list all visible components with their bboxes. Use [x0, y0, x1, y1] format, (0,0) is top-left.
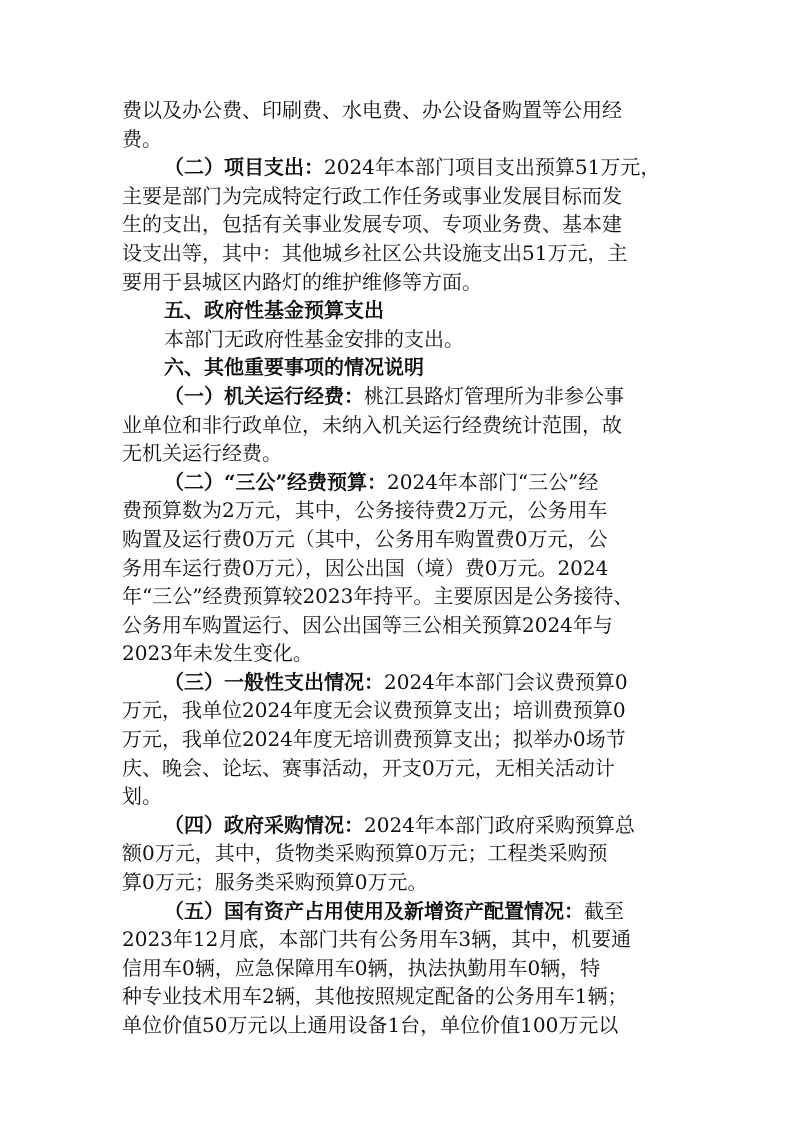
text-line: 本部门无政府性基金安排的支出。 — [164, 326, 464, 351]
paragraph-operating-expenses — [122, 382, 682, 468]
text-line: 费预算数为2万元，其中，公务接待费2万元，公务用车 — [122, 498, 608, 523]
paragraph-government-procurement — [122, 811, 682, 897]
text-line: 主要是部门为完成特定行政工作任务或事业发展目标而发 — [122, 183, 622, 208]
paragraph-head: （三）一般性支出情况： — [164, 669, 384, 694]
text-line: 算0万元；服务类采购预算0万元。 — [122, 870, 428, 895]
text-line: 2024年本部门项目支出预算51万元， — [324, 155, 661, 180]
text-line: 无机关运行经费。 — [122, 441, 282, 466]
text-line: 2023年12月底，本部门共有公务用车3辆，其中，机要通 — [122, 927, 632, 952]
text-line: 购置及运行费0万元（其中，公务用车购置费0万元，公 — [122, 526, 608, 551]
text-line: 庆、晚会、论坛、赛事活动，开支0万元，无相关活动计 — [122, 755, 615, 780]
text-line: 信用车0辆，应急保障用车0辆，执法执勤用车0辆，特 — [122, 955, 601, 980]
text-line: 划。 — [122, 784, 162, 809]
text-line: 公务用车购置运行、因公出国等三公相关预算2024年与 — [122, 612, 613, 637]
paragraph-head: （四）政府采购情况： — [164, 812, 364, 837]
text-line: 2023年未发生变化。 — [122, 641, 313, 666]
text-line: 单位价值50万元以上通用设备1台，单位价值100万元以 — [122, 1013, 619, 1037]
paragraph-head: （二）“三公”经费预算： — [164, 469, 388, 494]
text-line: 费以及办公费、印刷费、水电费、办公设备购置等公用经 — [122, 98, 622, 122]
paragraph-three-public-expenses — [122, 468, 682, 668]
text-line: 要用于县城区内路灯的维护维修等方面。 — [122, 269, 482, 294]
paragraph-project-expenditure — [122, 153, 682, 296]
text-line: 2024年本部门“三公”经 — [387, 469, 599, 494]
section-heading-other-matters: 六、其他重要事项的情况说明 — [164, 355, 424, 380]
text-line: 业单位和非行政单位，未纳入机关运行经费统计范围，故 — [122, 412, 622, 437]
document-page — [122, 96, 682, 1040]
paragraph-general-expenses — [122, 668, 682, 811]
text-line: 额0万元，其中，货物类采购预算0万元；工程类采购预 — [122, 841, 608, 866]
text-line: 年“三公”经费预算较2023年持平。主要原因是公务接待、 — [122, 584, 634, 609]
text-line: 万元，我单位2024年度无会议费预算支出；培训费预算0 — [122, 698, 626, 723]
text-line: 务用车运行费0万元），因公出国（境）费0万元。2024 — [122, 555, 609, 580]
text-line: 种专业技术用车2辆，其他按照规定配备的公务用车1辆； — [122, 984, 628, 1009]
paragraph-head: （一）机关运行经费： — [164, 383, 364, 408]
text-line: 2024年本部门会议费预算0 — [384, 669, 628, 694]
text-line: 设支出等，其中：其他城乡社区公共设施支出51万元，主 — [122, 240, 628, 265]
paragraph-head: （五）国有资产占用使用及新增资产配置情况： — [164, 898, 584, 923]
paragraph-public-expenses — [122, 96, 682, 153]
text-line: 生的支出，包括有关事业发展专项、专项业务费、基本建 — [122, 212, 622, 237]
paragraph-head: （二）项目支出： — [164, 155, 324, 180]
text-line: 桃江县路灯管理所为非参公事 — [364, 383, 624, 408]
text-line: 万元，我单位2024年度无培训费预算支出；拟举办0场节 — [122, 727, 626, 752]
paragraph-state-assets — [122, 897, 682, 1040]
section-heading-fund-budget: 五、政府性基金预算支出 — [164, 298, 384, 323]
text-line: 2024年本部门政府采购预算总 — [364, 812, 635, 837]
text-line: 截至 — [584, 898, 624, 923]
text-line: 费。 — [122, 126, 162, 151]
